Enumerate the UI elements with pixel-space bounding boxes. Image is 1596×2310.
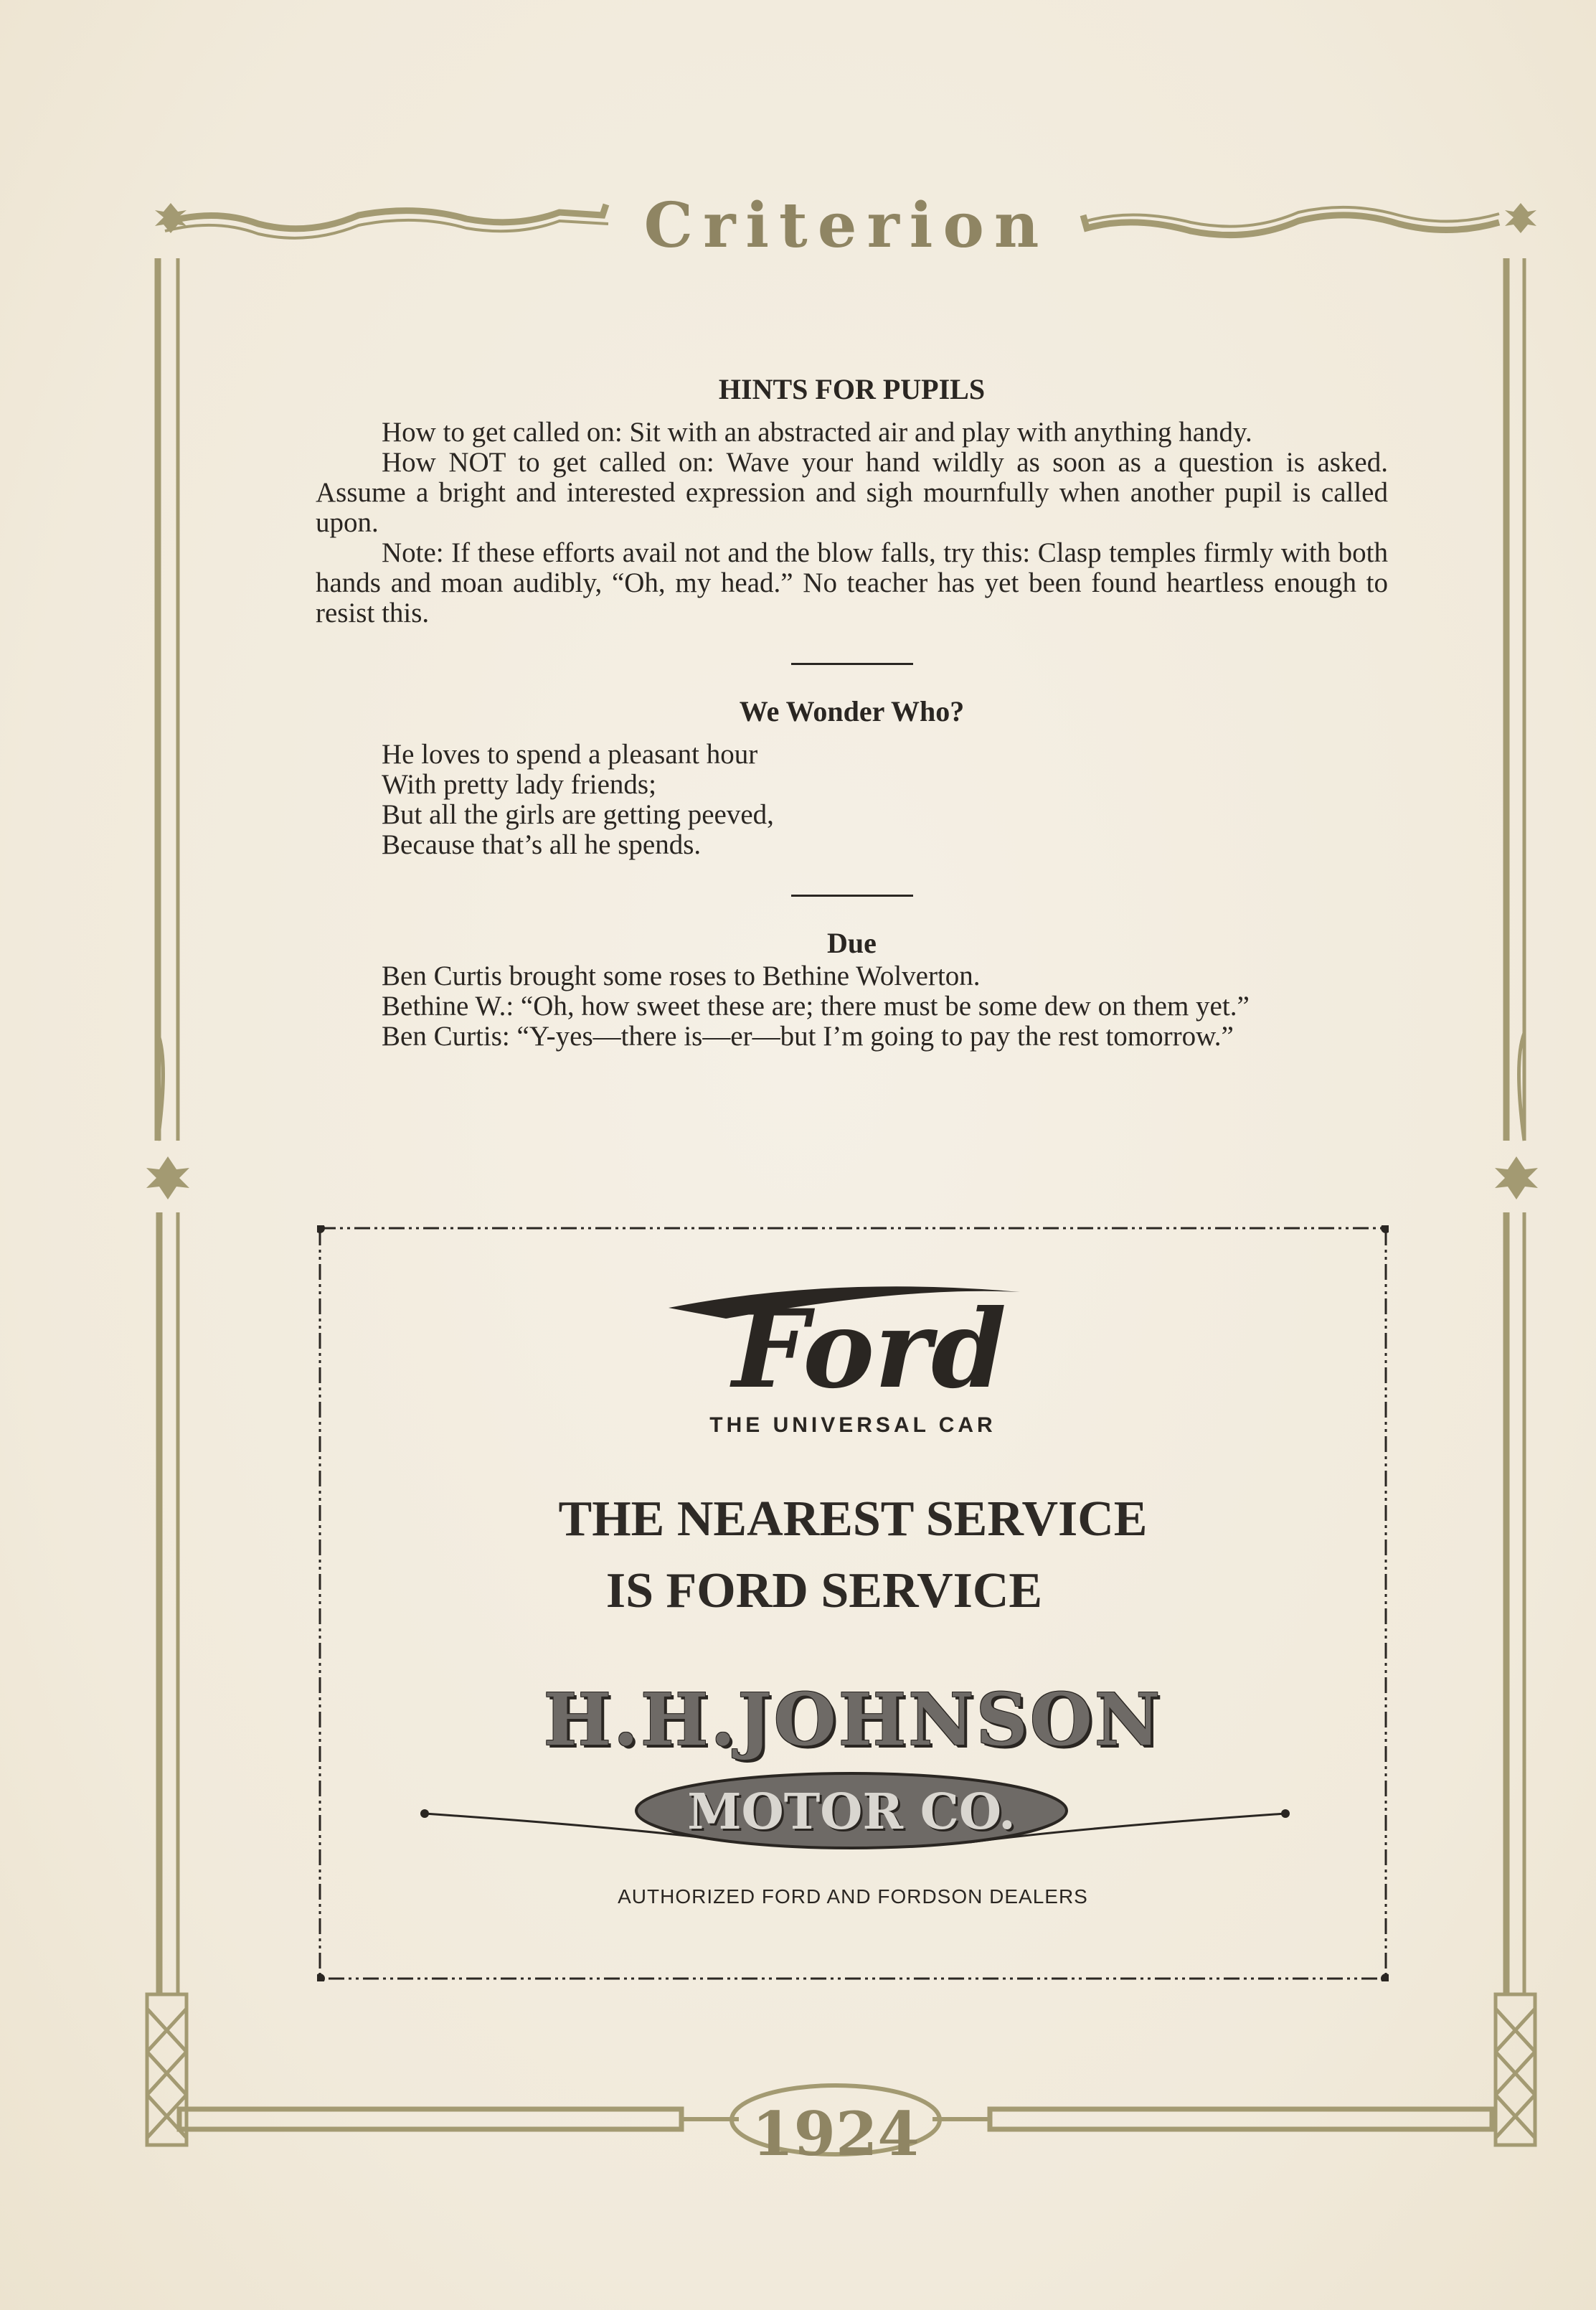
ford-advertisement — [317, 1225, 1389, 1981]
ford-script-logo — [618, 1279, 1120, 1423]
section-divider — [791, 663, 913, 665]
year-label: 1924 — [752, 2098, 920, 2169]
ford-tagline: THE UNIVERSAL CAR — [709, 1413, 996, 1437]
verse-line: He loves to spend a pleasant hour — [382, 739, 758, 770]
hints-paragraph: How NOT to get called on: Wave your hand wildly as soon as a question is asked. Assume a bright and interested expression and sigh mournfully when another pupil is called upon. — [316, 447, 1388, 538]
verse-line: With pretty lady friends; — [382, 769, 656, 800]
top-scroll-right — [1083, 215, 1499, 235]
dealer-name: H.H.JOHNSON — [543, 1677, 1163, 1762]
due-paragraph: Ben Curtis brought some roses to Bethine Wolverton. — [382, 961, 981, 991]
hints-title: HINTS FOR PUPILS — [718, 373, 986, 405]
slogan-line-2: IS FORD SERVICE — [605, 1563, 1043, 1618]
masthead-title: Criterion — [643, 189, 1049, 262]
wonder-title: We Wonder Who? — [739, 695, 965, 727]
hints-paragraph: How to get called on: Sit with an abstracted air and play with anything handy. — [382, 417, 1252, 448]
bottom-bar-left — [179, 2109, 681, 2129]
slogan-line-1: THE NEAREST SERVICE — [558, 1491, 1148, 1547]
due-paragraph: Ben Curtis: “Y-yes—there is—er—but I’m going to pay the rest tomorrow.” — [382, 1021, 1234, 1052]
authorized-dealers: AUTHORIZED FORD AND FORDSON DEALERS — [618, 1885, 1088, 1908]
fleuron-right-mid — [1495, 1156, 1538, 1199]
text-column — [316, 359, 1388, 1052]
bottom-bar-right — [990, 2109, 1492, 2129]
ford-wordmark: Ford — [732, 1286, 1007, 1413]
fleuron-top-right — [1505, 203, 1536, 233]
top-scroll-left — [165, 204, 606, 229]
verse-line: But all the girls are getting peeved, — [382, 799, 774, 830]
fleuron-left-mid — [146, 1156, 189, 1199]
verse-line: Because that’s all he spends. — [382, 829, 702, 860]
hints-paragraph: Note: If these efforts avail not and the blow falls, try this: Clasp temples firmly with both hands and moan audibly, “Oh, my head.” No teacher has yet been found heartless enough to resist this. — [316, 537, 1388, 628]
due-paragraph: Bethine W.: “Oh, how sweet these are; there must be some dew on them yet.” — [382, 991, 1250, 1022]
section-divider — [791, 895, 913, 897]
due-title: Due — [827, 927, 877, 959]
dealer-subname: MOTOR CO. — [687, 1783, 1016, 1841]
